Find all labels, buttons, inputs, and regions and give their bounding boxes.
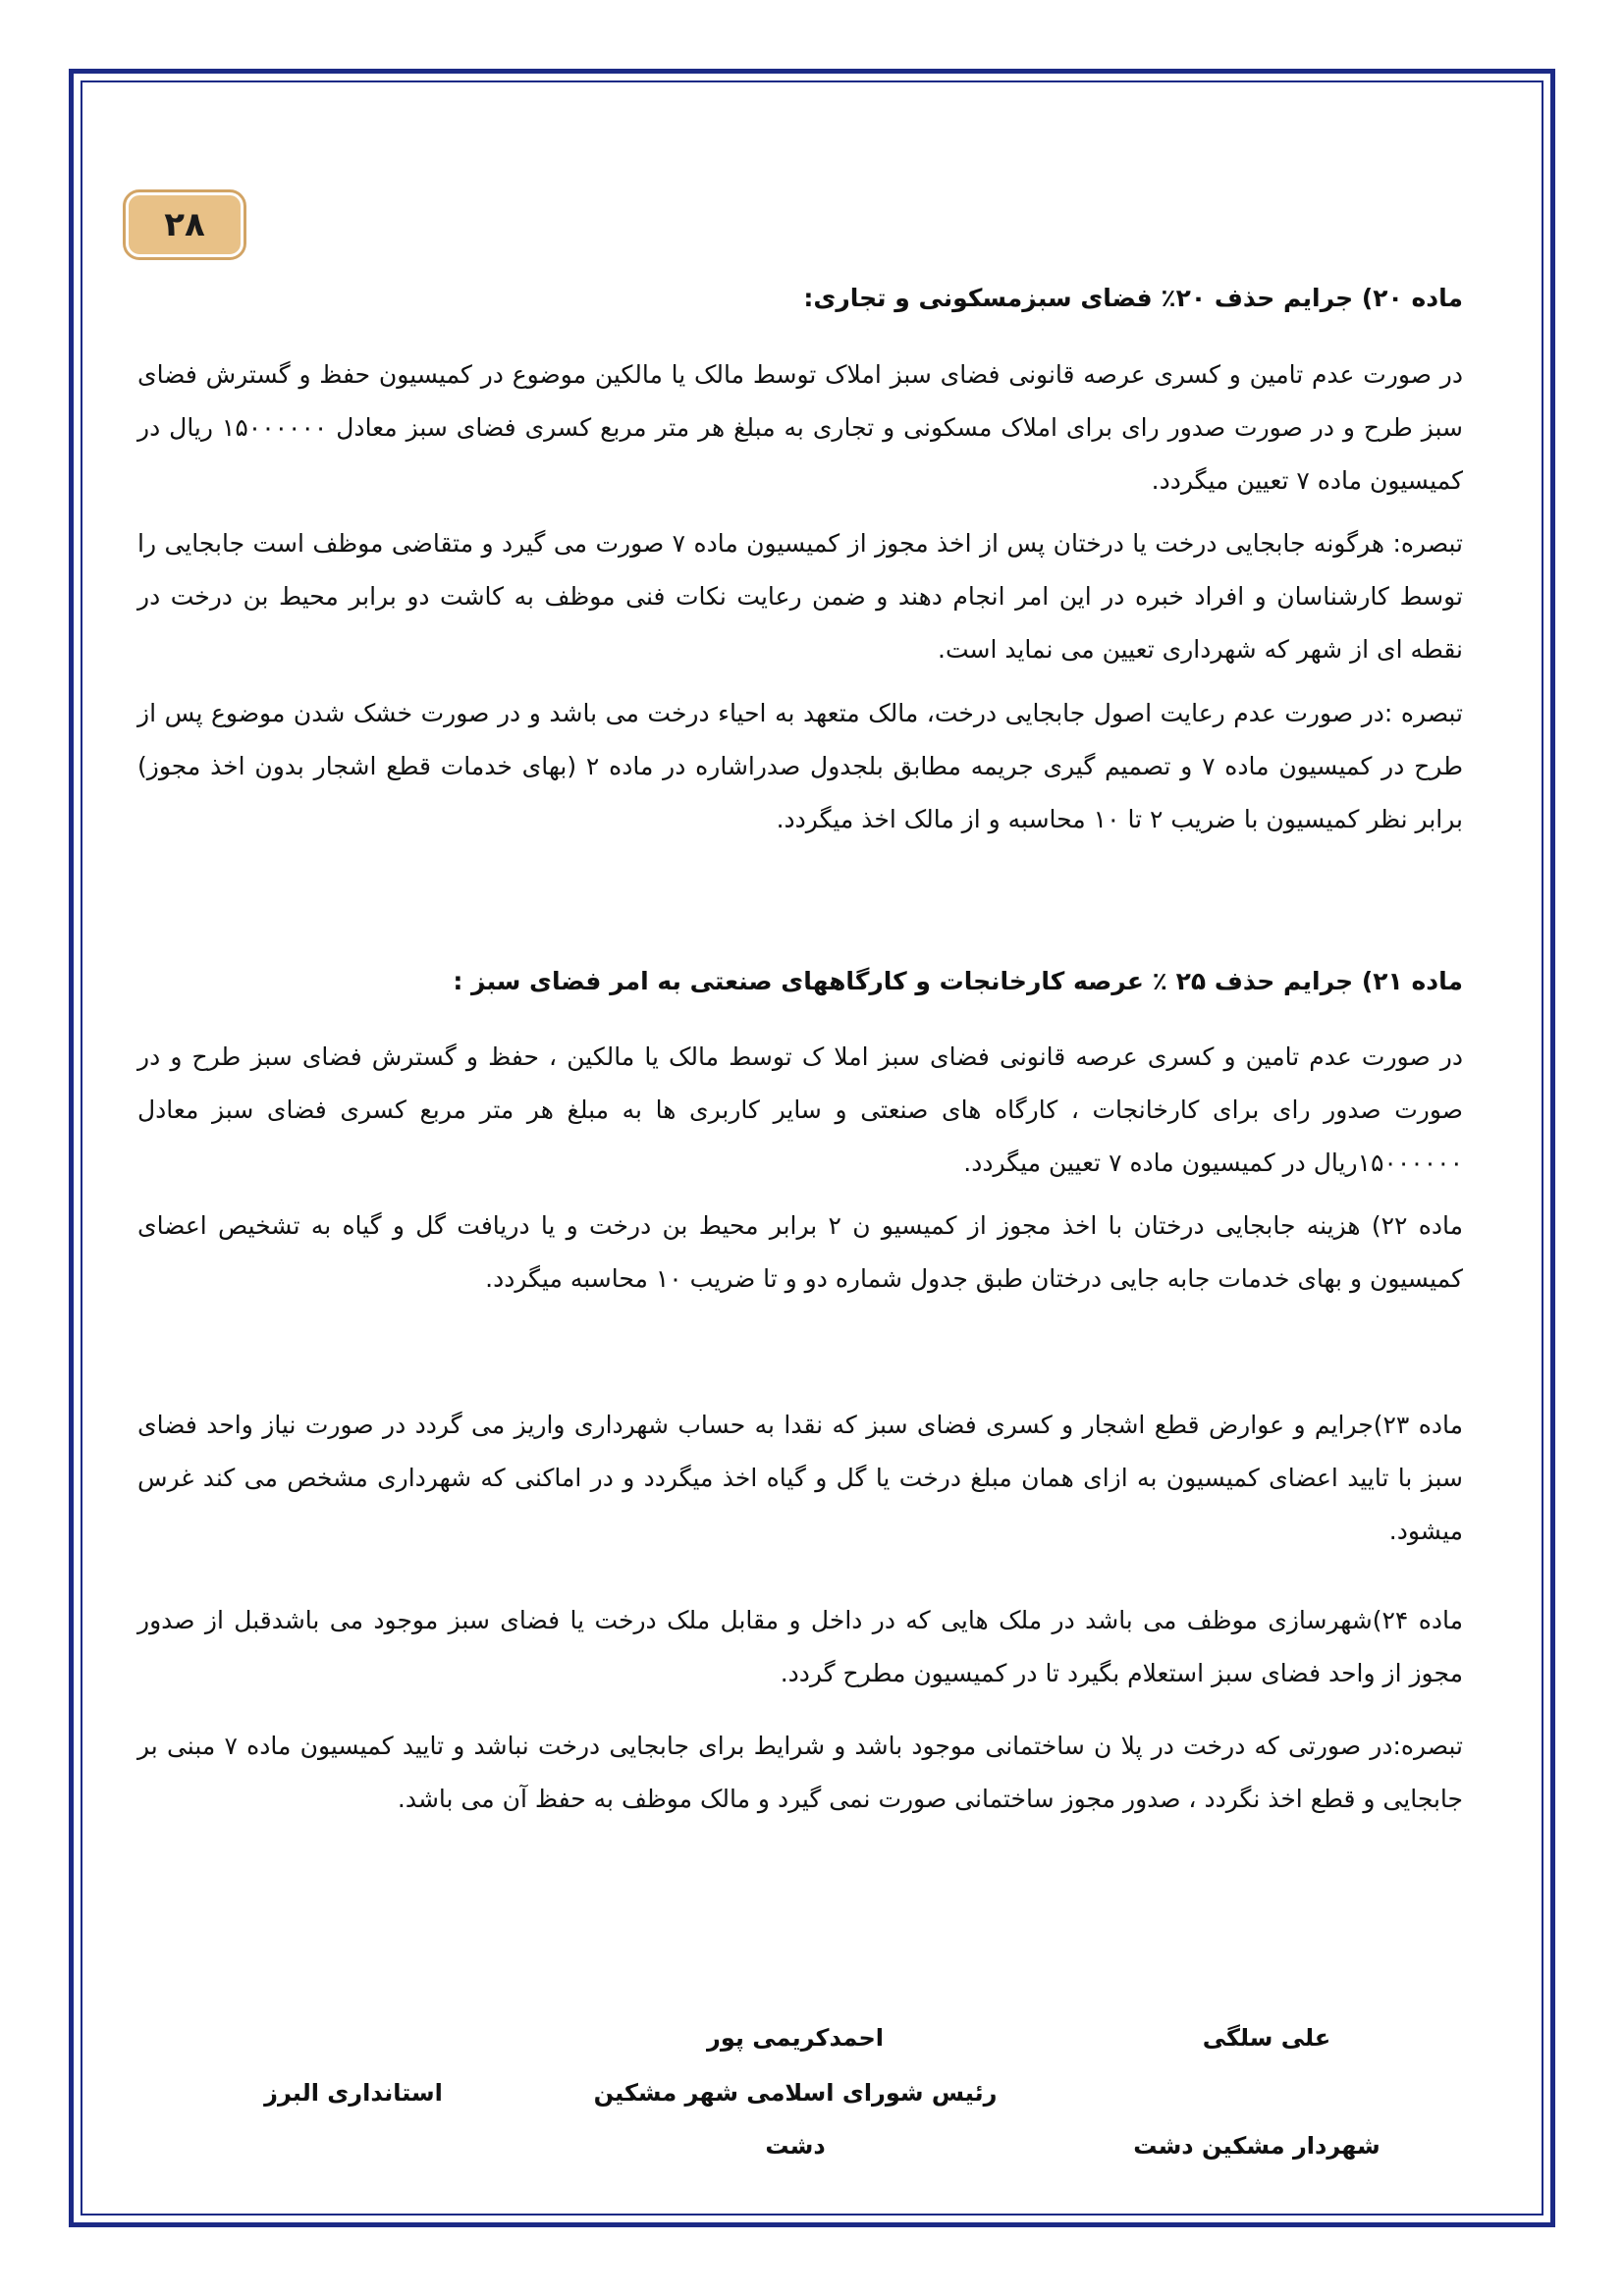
article20-note-2: تبصره :در صورت عدم رعایت اصول جابجایی درخت، مالک متعهد به احیاء درخت می باشد و در صورت خشک شدن موضوع پس از طرح در کمیسیون ماده ۷ و تصمیم گیری جریمه مطابق بلجدول صدراشاره در ماده ۲ (بهای خدمات قطع اشجار بدون اخذ مجوز) برابر نظر کمیسیون با ضریب ۲ تا ۱۰ محاسبه و از مالک اخذ میگردد. [137, 699, 1463, 833]
article24-paragraph: ماده ۲۴)شهرسازی موظف می باشد در ملک هایی که در داخل و مقابل ملک درخت یا فضای سبز موجود می باشدقبل از صدور مجوز از واحد فضای سبز استعلام بگیرد تا در کمیسیون مطرح گردد. [137, 1606, 1463, 1687]
council-head-title-line1: رئیس شورای اسلامی شهر مشکین [593, 2079, 998, 2107]
article21-paragraph-1: در صورت عدم تامین و کسری عرصه قانونی فضای سبز املا ک توسط مالک یا مالکین ، حفظ و گسترش فضای سبز طرح و در صورت صدور رای برای کارخانجات ، کارگاه های صنعتی و سایر کاربری ها به مبلغ هر متر مربع کسری فضای سبز معادل ۱۵۰۰۰۰۰۰ریال در کمیسیون ماده ۷ تعیین میگردد. [137, 1042, 1463, 1177]
council-head-name: احمدکریمی پور [707, 2024, 884, 2052]
article24-note: تبصره:در صورتی که درخت در پلا ن ساختمانی موجود باشد و شرایط برای جابجایی درخت نباشد و تایید کمیسیون ماده ۷ مبنی بر جابجایی و قطع اخذ نگردد ، صدور مجوز ساختمانی صورت نمی گیرد و مالک موظف به حفظ آن می باشد. [137, 1732, 1463, 1813]
governorate-label: استانداری البرز [264, 2079, 443, 2107]
page-number: ۲۸ [164, 205, 205, 244]
mayor-name: علی سلگی [1202, 2024, 1331, 2052]
page-number-badge [126, 192, 244, 257]
article23-paragraph: ماده ۲۳)جرایم و عوارض قطع اشجار و کسری فضای سبز که نقدا به حساب شهرداری واریز می گردد در صورت نیاز واحد فضای سبز با تایید اعضای کمیسیون به ازای همان مبلغ درخت یا گل و گیاه اخذ میگردد و در اماکنی که شهرداری مشخص می کند غرس میشود. [137, 1411, 1463, 1545]
article20-paragraph-1: در صورت عدم تامین و کسری عرصه قانونی فضای سبز املاک توسط مالک یا مالکین موضوع در کمیسیون حفظ و گسترش فضای سبز طرح و در صورت صدور رای برای املاک مسکونی و تجاری به مبلغ هر متر مربع کسری فضای سبز معادل ۱۵۰۰۰۰۰۰ ریال در کمیسیون ماده ۷ تعیین میگردد. [137, 360, 1463, 495]
mayor-title: شهردار مشکین دشت [1133, 2132, 1380, 2160]
article20-note-1: تبصره: هرگونه جابجایی درخت یا درختان پس از اخذ مجوز از کمیسیون ماده ۷ صورت می گیرد و متقاضی موظف است جابجایی را توسط کارشناسان و افراد خبره در این امر انجام دهند و ضمن رعایت نکات فنی موظف به کاشت دو برابر محیط بن درخت در نقطه ای از شهر که شهرداری تعیین می نماید است. [137, 529, 1463, 664]
article22-paragraph: ماده ۲۲) هزینه جابجایی درختان با اخذ مجوز از کمیسیو ن ۲ برابر محیط بن درخت و یا دریافت گل و گیاه به تشخیص اعضای کمیسیون و بهای خدمات جابه جایی درختان طبق جدول شماره دو و تا ضریب ۱۰ محاسبه میگردد. [137, 1211, 1463, 1293]
article20-heading: ماده ۲۰) جرایم حذف ۲۰٪ فضای سبزمسکونی و تجاری: [803, 284, 1463, 312]
article21-heading: ماده ۲۱) جرایم حذف ۲۵ ٪ عرصه کارخانجات و کارگاههای صنعتی به امر فضای سبز : [453, 967, 1463, 995]
council-head-title-line2: دشت [765, 2132, 826, 2160]
